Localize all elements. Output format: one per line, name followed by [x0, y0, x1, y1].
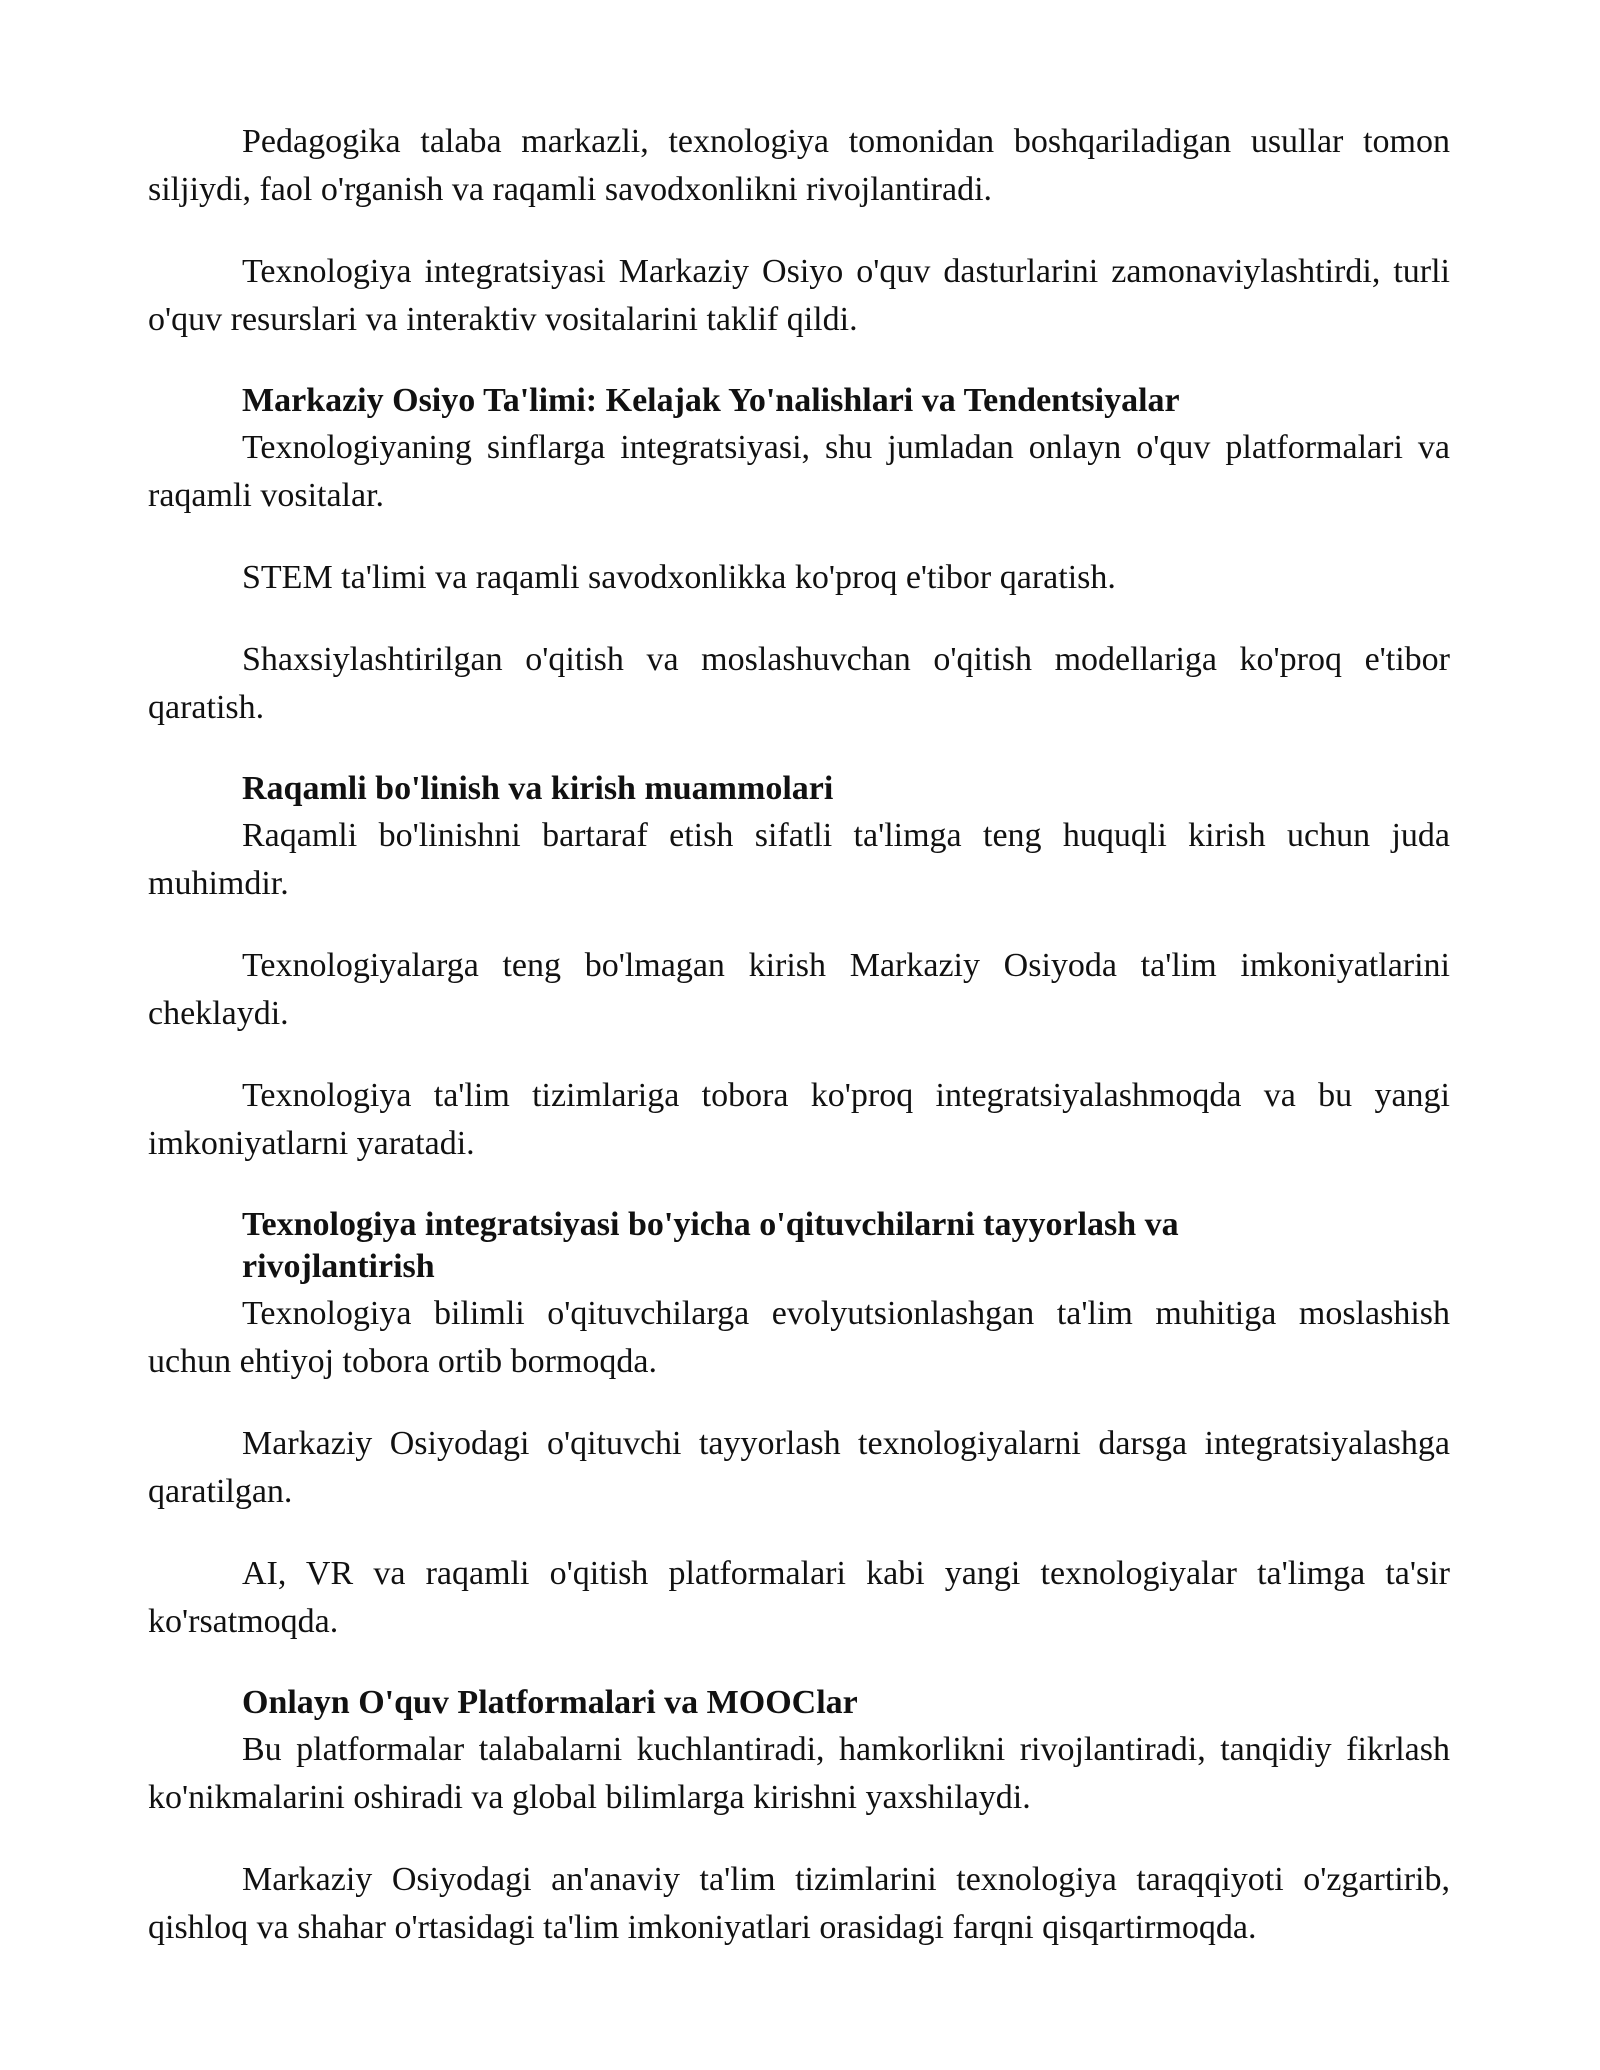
section-paragraph: Texnologiya bilimli o'qituvchilarga evolyutsionlashgan ta'lim muhitiga moslashish uchun ehtiyoj tobora ortib bormoqda.	[148, 1295, 1450, 1380]
section-heading: Markaziy Osiyo Ta'limi: Kelajak Yo'nalishlari va Tendentsiyalar	[242, 382, 1180, 419]
section-paragraph: Raqamli bo'linishni bartaraf etish sifatli ta'limga teng huquqli kirish uchun juda muhimdir.	[148, 817, 1450, 902]
section-paragraph: Shaxsiylashtirilgan o'qitish va moslashuvchan o'qitish modellariga ko'proq e'tibor qaratish.	[148, 641, 1450, 726]
section-heading: Onlayn O'quv Platformalari va MOOClar	[242, 1684, 858, 1721]
section-paragraph: Markaziy Osiyodagi o'qituvchi tayyorlash texnologiyalarni darsga integratsiyalashga qaratilgan.	[148, 1425, 1450, 1510]
section-paragraph: Markaziy Osiyodagi an'anaviy ta'lim tizimlarini texnologiya taraqqiyoti o'zgartirib, qishloq va shahar o'rtasidagi ta'lim imkoniyatlari orasidagi farqni qisqartirmoqda.	[148, 1861, 1450, 1946]
section-online-platforms	[148, 1682, 1450, 1952]
section-paragraph: Texnologiyalarga teng bo'lmagan kirish Markaziy Osiyoda ta'lim imkoniyatlarini cheklaydi.	[148, 947, 1450, 1032]
section-paragraph: Bu platformalar talabalarni kuchlantiradi, hamkorlikni rivojlantiradi, tanqidiy fikrlash ko'nikmalarini oshiradi va global bilimlarga kirishni yaxshilaydi.	[148, 1731, 1450, 1816]
section-paragraph: Texnologiya ta'lim tizimlariga tobora ko'proq integratsiyalashmoqda va bu yangi imkoniyatlarni yaratadi.	[148, 1077, 1450, 1162]
section-paragraph: STEM ta'limi va raqamli savodxonlikka ko'proq e'tibor qaratish.	[242, 559, 1116, 596]
intro-paragraph-2: Texnologiya integratsiyasi Markaziy Osiyo o'quv dasturlarini zamonaviylashtirdi, turli o'quv resurslari va interaktiv vositalarini taklif qildi.	[148, 253, 1450, 338]
section-paragraph: AI, VR va raqamli o'qitish platformalari kabi yangi texnologiyalar ta'limga ta'sir ko'rsatmoqda.	[148, 1555, 1450, 1640]
intro-paragraph-1: Pedagogika talaba markazli, texnologiya tomonidan boshqariladigan usullar tomon siljiydi, faol o'rganish va raqamli savodxonlikni rivojlantiradi.	[148, 123, 1450, 208]
section-teacher-training	[148, 1204, 1450, 1646]
section-digital-divide	[148, 768, 1450, 1168]
section-future-trends	[148, 380, 1450, 732]
section-heading: Texnologiya integratsiyasi bo'yicha o'qituvchilarni tayyorlash va rivojlantirish	[242, 1206, 1179, 1285]
section-heading: Raqamli bo'linish va kirish muammolari	[242, 770, 834, 807]
document-page	[148, 118, 1450, 1952]
section-paragraph: Texnologiyaning sinflarga integratsiyasi, shu jumladan onlayn o'quv platformalari va raqamli vositalar.	[148, 429, 1450, 514]
